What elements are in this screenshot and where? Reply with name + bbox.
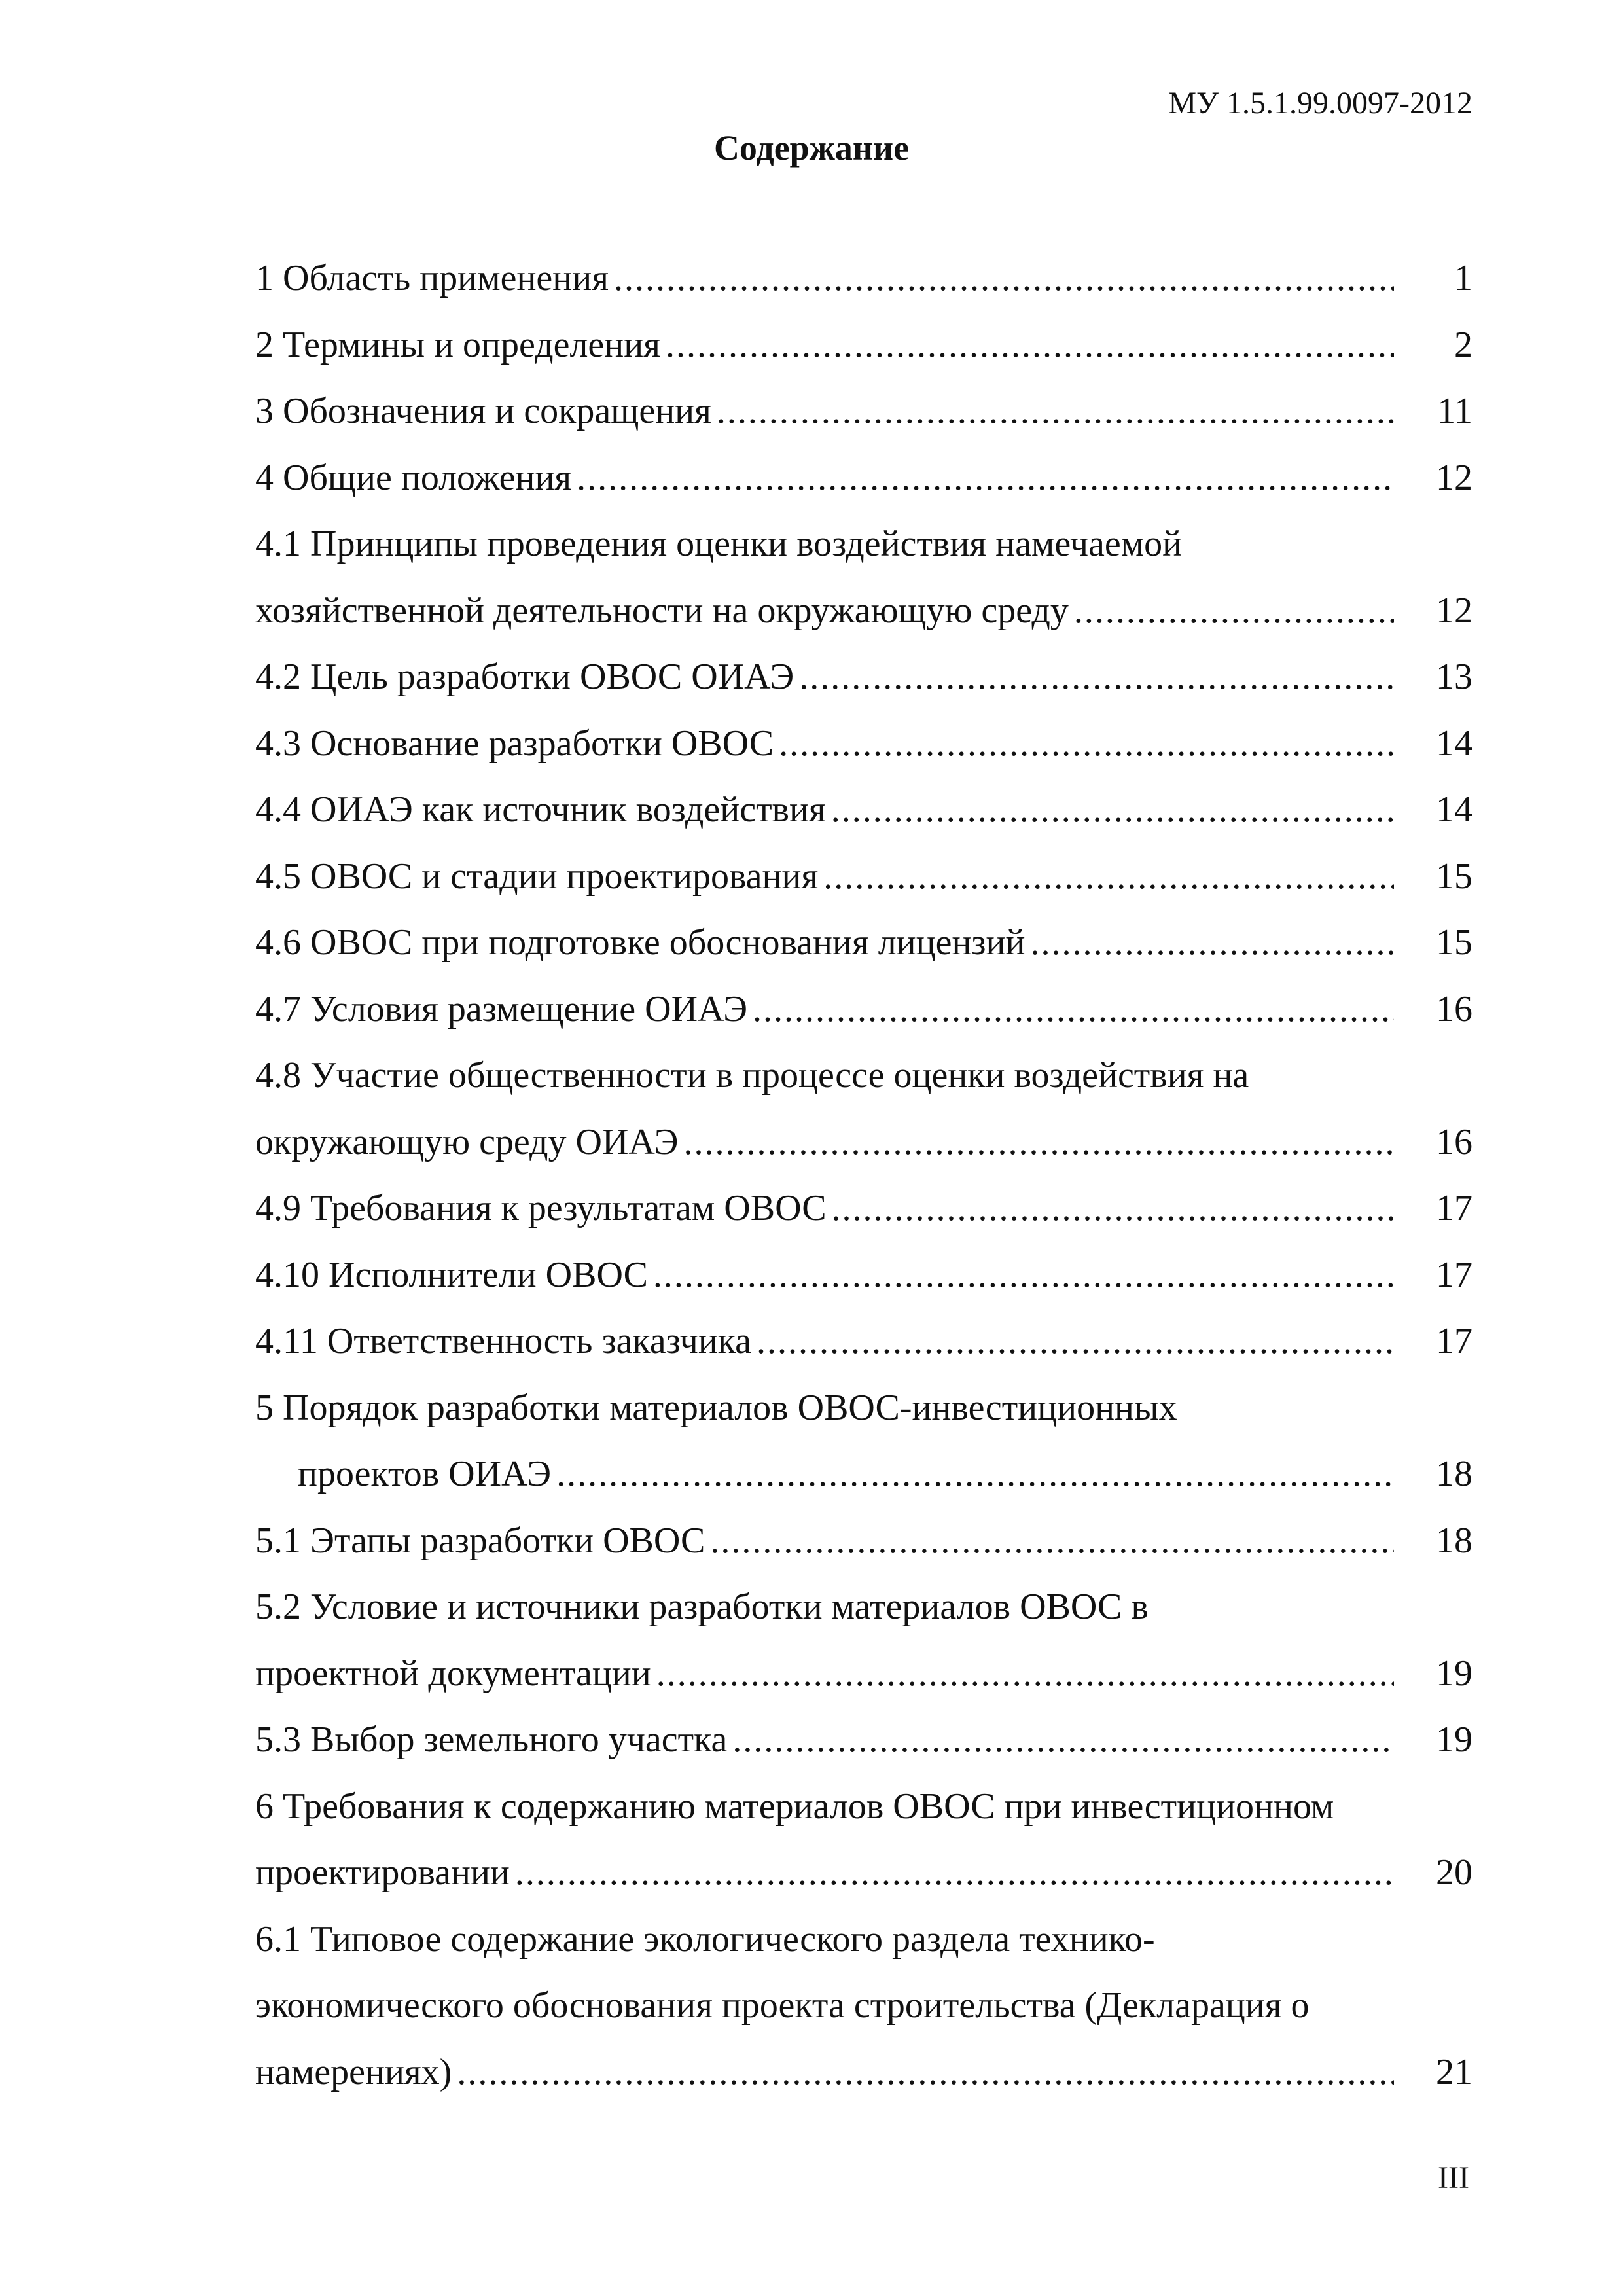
toc-entry	[255, 1707, 1472, 1774]
toc-entry-title: окружающую среду ОИАЭ	[255, 1121, 679, 1162]
toc-entry	[255, 1574, 1472, 1707]
toc-entry-title: экономического обоснования проекта строительства (Декларация о	[255, 1985, 1310, 2026]
toc-page-number: 15	[1436, 855, 1472, 897]
toc-entry	[255, 644, 1472, 711]
toc-page-number: 17	[1436, 1321, 1472, 1361]
toc-line	[255, 312, 1472, 379]
toc-line	[255, 245, 1472, 312]
toc-entry-title: 4 Общие положения	[255, 457, 572, 498]
toc-page-number: 18	[1436, 1454, 1472, 1494]
toc-entry-title: 5.3 Выбор земельного участка	[255, 1719, 728, 1760]
toc-entry-title: 4.4 ОИАЭ как источник воздействия	[255, 789, 826, 830]
dot-leader	[732, 1707, 1394, 1774]
toc-entry-title: проектов ОИАЭ	[298, 1454, 552, 1494]
toc-entry	[255, 245, 1472, 312]
toc-line	[255, 1508, 1472, 1575]
toc-line	[255, 1973, 1472, 2039]
toc-page-number: 14	[1436, 723, 1472, 764]
toc-page-number: 13	[1436, 656, 1472, 697]
toc-entry	[255, 1508, 1472, 1575]
toc-line	[255, 711, 1472, 778]
toc-line	[255, 578, 1472, 645]
dot-leader	[717, 378, 1394, 445]
toc-entry-title: 5.2 Условие и источники разработки материалов ОВОС в	[255, 1587, 1149, 1627]
toc-page-number: 20	[1436, 1852, 1472, 1893]
toc-entry-title: 4.5 ОВОС и стадии проектирования	[255, 855, 819, 897]
toc-line	[255, 445, 1472, 512]
toc-entry-title: 3 Обозначения и сокращения	[255, 391, 711, 431]
toc-entry-title: проектной документации	[255, 1653, 651, 1694]
toc-page-number: 12	[1436, 590, 1472, 631]
table-of-contents	[255, 245, 1472, 2106]
toc-line	[255, 844, 1472, 910]
toc-entry-title: 2 Термины и определения	[255, 324, 660, 365]
toc-entry	[255, 1375, 1472, 1508]
dot-leader	[577, 445, 1394, 512]
toc-entry	[255, 777, 1472, 844]
toc-line	[255, 977, 1472, 1043]
toc-line	[255, 1774, 1472, 1840]
toc-page-number: 17	[1436, 1254, 1472, 1295]
toc-line	[255, 1707, 1472, 1774]
dot-leader	[832, 1175, 1394, 1242]
toc-entry-title: хозяйственной деятельности на окружающую среду	[255, 590, 1069, 631]
dot-leader	[779, 711, 1394, 778]
toc-page-number: 2	[1454, 324, 1472, 365]
toc-line	[255, 1641, 1472, 1708]
toc-entry-title: 4.7 Условия размещение ОИАЭ	[255, 988, 748, 1030]
toc-line	[255, 1242, 1472, 1309]
toc-page-number: 1	[1454, 258, 1472, 298]
dot-leader	[656, 1641, 1394, 1708]
toc-entry	[255, 1308, 1472, 1375]
toc-entry-title: 6.1 Типовое содержание экологического раздела технико-	[255, 1918, 1155, 1960]
dot-leader	[666, 312, 1394, 379]
toc-entry-title: 4.1 Принципы проведения оценки воздействия намечаемой	[255, 524, 1183, 564]
toc-entry	[255, 312, 1472, 379]
dot-leader	[683, 1109, 1394, 1176]
dot-leader	[457, 2039, 1394, 2106]
toc-entry	[255, 1774, 1472, 1907]
toc-line	[255, 378, 1472, 445]
toc-entry-title: намерениях)	[255, 2051, 452, 2092]
document-code: МУ 1.5.1.99.0097-2012	[1168, 86, 1472, 120]
toc-page-number: 16	[1436, 988, 1472, 1030]
toc-page-number: 21	[1436, 2051, 1472, 2092]
dot-leader	[753, 977, 1394, 1043]
toc-entry-title: 4.3 Основание разработки ОВОС	[255, 723, 774, 764]
dot-leader	[831, 777, 1394, 844]
toc-entry	[255, 977, 1472, 1043]
dot-leader	[1030, 910, 1394, 977]
toc-line	[255, 2039, 1472, 2106]
toc-entry	[255, 511, 1472, 644]
dot-leader	[710, 1508, 1394, 1575]
dot-leader	[515, 1840, 1394, 1907]
toc-entry-title: 5 Порядок разработки материалов ОВОС-инвестиционных	[255, 1387, 1177, 1428]
toc-entry	[255, 711, 1472, 778]
dot-leader	[614, 245, 1394, 312]
toc-entry	[255, 1242, 1472, 1309]
toc-line	[255, 1840, 1472, 1907]
toc-entry-title: 4.9 Требования к результатам ОВОС	[255, 1188, 827, 1229]
dot-leader	[799, 644, 1394, 711]
dot-leader	[823, 844, 1394, 910]
toc-entry	[255, 1043, 1472, 1175]
toc-line	[255, 910, 1472, 977]
toc-entry-title: проектировании	[255, 1852, 510, 1893]
toc-entry	[255, 1907, 1472, 2106]
dot-leader	[556, 1441, 1394, 1508]
toc-page-number: 19	[1436, 1719, 1472, 1760]
toc-entry	[255, 910, 1472, 977]
dot-leader	[1074, 578, 1394, 645]
toc-page-number: 19	[1436, 1653, 1472, 1694]
toc-entry-title: 5.1 Этапы разработки ОВОС	[255, 1520, 705, 1561]
toc-page-number: 15	[1436, 922, 1472, 963]
toc-page-number: 18	[1436, 1520, 1472, 1561]
toc-page-number: 16	[1436, 1121, 1472, 1162]
toc-line	[255, 1375, 1472, 1442]
page-title: Содержание	[713, 128, 910, 168]
toc-entry	[255, 844, 1472, 910]
toc-page-number: 11	[1437, 391, 1472, 431]
toc-page-number: 12	[1436, 457, 1472, 498]
toc-entry-title: 6 Требования к содержанию материалов ОВОС при инвестиционном	[255, 1785, 1334, 1827]
toc-line	[255, 1043, 1472, 1109]
toc-entry-title: 4.11 Ответственность заказчика	[255, 1321, 751, 1361]
toc-entry-title: 4.6 ОВОС при подготовке обоснования лицензий	[255, 922, 1026, 963]
page-number: III	[1438, 2161, 1469, 2195]
toc-line	[255, 644, 1472, 711]
toc-line	[255, 1175, 1472, 1242]
toc-line	[255, 1109, 1472, 1176]
toc-line	[255, 1574, 1472, 1641]
toc-page-number: 17	[1436, 1188, 1472, 1229]
toc-line	[255, 777, 1472, 844]
toc-entry-title: 1 Область применения	[255, 258, 609, 298]
toc-line	[255, 511, 1472, 578]
toc-entry	[255, 378, 1472, 445]
dot-leader	[757, 1308, 1394, 1375]
toc-entry	[255, 445, 1472, 512]
toc-line	[255, 1441, 1472, 1508]
dot-leader	[653, 1242, 1394, 1309]
toc-entry	[255, 1175, 1472, 1242]
toc-entry-title: 4.8 Участие общественности в процессе оценки воздействия на	[255, 1055, 1249, 1096]
toc-entry-title: 4.10 Исполнители ОВОС	[255, 1254, 648, 1295]
toc-entry-title: 4.2 Цель разработки ОВОС ОИАЭ	[255, 656, 794, 697]
toc-page-number: 14	[1436, 789, 1472, 830]
toc-line	[255, 1308, 1472, 1375]
toc-line	[255, 1907, 1472, 1973]
